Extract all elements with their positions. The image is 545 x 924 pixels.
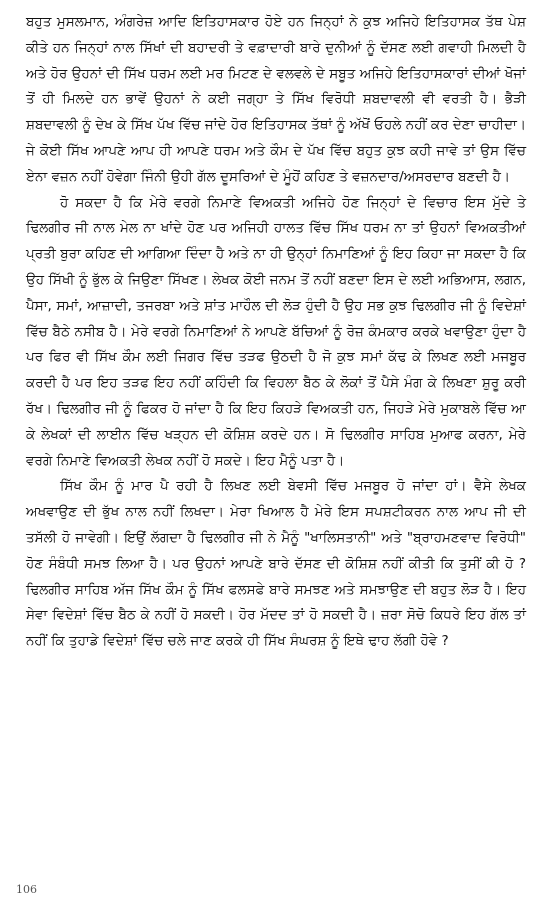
- paragraph-3: ਸਿੱਖ ਕੌਮ ਨੂੰ ਮਾਰ ਪੈ ਰਹੀ ਹੈ ਲਿਖਣ ਲਈ ਬੇਵਸੀ ਵਿੱਚ ਮਜਬੂਰ ਹੋ ਜਾਂਦਾ ਹਾਂ। ਵੈਸੇ ਲੇਖਕ ਅਖਵਾਉਣ ਦੀ ਭੁੱਖ ਨਾਲ ਨਹੀਂ ਲਿਖਦਾ। ਮੇਰਾ ਖਿਆਲ ਹੈ ਮੇਰੇ ਇਸ ਸਪਸ਼ਟੀਕਰਨ ਨਾਲ ਆਪ ਜੀ ਦੀ ਤਸੱਲੀ ਹੋ ਜਾਵੇਗੀ। ਇਉਂ ਲੱਗਦਾ ਹੈ ਢਿਲਗੀਰ ਜੀ ਨੇ ਮੈਨੂੰ "ਖਾਲਿਸਤਾਨੀ" ਅਤੇ "ਬ੍ਰਾਹਮਣਵਾਦ ਵਿਰੋਧੀ" ਹੋਣ ਸੰਬੰਧੀ ਸਮਝ ਲਿਆ ਹੈ। ਪਰ ਉਹਨਾਂ ਆਪਣੇ ਬਾਰੇ ਦੱਸਣ ਦੀ ਕੋਸ਼ਿਸ਼ ਨਹੀਂ ਕੀਤੀ ਕਿ ਤੁਸੀਂ ਕੀ ਹੋ ? ਢਿਲਗੀਰ ਸਾਹਿਬ ਅੱਜ ਸਿੱਖ ਕੌਮ ਨੂੰ ਸਿੱਖ ਫਲਸਫੇ ਬਾਰੇ ਸਮਝਣ ਅਤੇ ਸਮਝਾਉਣ ਦੀ ਬਹੁਤ ਲੋੜ ਹੈ। ਇਹ ਸੇਵਾ ਵਿਦੇਸ਼ਾਂ ਵਿੱਚ ਬੈਠ ਕੇ ਨਹੀਂ ਹੋ ਸਕਦੀ। ਹੋਰ ਮੱਦਦ ਤਾਂ ਹੋ ਸਕਦੀ ਹੈ। ਜ਼ਰਾ ਸੋਚੋ ਕਿਧਰੇ ਇਹ ਗੱਲ ਤਾਂ ਨਹੀਂ ਕਿ ਤੁਹਾਡੇ ਵਿਦੇਸ਼ਾਂ ਵਿੱਚ ਚਲੇ ਜਾਣ ਕਰਕੇ ਹੀ ਸਿੱਖ ਸੰਘਰਸ਼ ਨੂੰ ਇਥੇ ਢਾਹ ਲੱਗੀ ਹੋਵੇ ?: [26, 478, 526, 650]
- paragraph-1: ਬਹੁਤ ਮੁਸਲਮਾਨ, ਅੰਗਰੇਜ਼ ਆਦਿ ਇਤਿਹਾਸਕਾਰ ਹੋਏ ਹਨ ਜਿਨ੍ਹਾਂ ਨੇ ਕੁਝ ਅਜਿਹੇ ਇਤਿਹਾਸਕ ਤੱਥ ਪੇਸ਼ ਕੀਤੇ ਹਨ ਜਿਨ੍ਹਾਂ ਨਾਲ ਸਿੱਖਾਂ ਦੀ ਬਹਾਦਰੀ ਤੇ ਵਫ਼ਾਦਾਰੀ ਬਾਰੇ ਦੁਨੀਆਂ ਨੂੰ ਦੱਸਣ ਲਈ ਗਵਾਹੀ ਮਿਲਦੀ ਹੈ ਅਤੇ ਹੋਰ ਉਹਨਾਂ ਦੀ ਸਿੱਖ ਧਰਮ ਲਈ ਮਰ ਮਿਟਣ ਦੇ ਵਲਵਲੇ ਦੇ ਸਬੂਤ ਅਜਿਹੇ ਇਤਿਹਾਸਕਾਰਾਂ ਦੀਆਂ ਖੋਜਾਂ ਤੋਂ ਹੀ ਮਿਲਦੇ ਹਨ ਭਾਵੇਂ ਉਹਨਾਂ ਨੇ ਕਈ ਜਗ੍ਹਾ ਤੇ ਸਿੱਖ ਵਿਰੋਧੀ ਸ਼ਬਦਾਵਲੀ ਵੀ ਵਰਤੀ ਹੈ। ਭੈੜੀ ਸ਼ਬਦਾਵਲੀ ਨੂੰ ਦੇਖ ਕੇ ਸਿੱਖ ਪੱਖ ਵਿੱਚ ਜਾਂਦੇ ਹੋਰ ਇਤਿਹਾਸਕ ਤੱਥਾਂ ਨੂੰ ਅੱਖੋਂ ਓਹਲੇ ਨਹੀਂ ਕਰ ਦੇਣਾ ਚਾਹੀਦਾ। ਜੇ ਕੋਈ ਸਿੱਖ ਆਪਣੇ ਆਪ ਹੀ ਆਪਣੇ ਧਰਮ ਅਤੇ ਕੌਮ ਦੇ ਪੱਖ ਵਿੱਚ ਬਹੁਤ ਕੁਝ ਕਹੀ ਜਾਵੇ ਤਾਂ ਉਸ ਵਿੱਚ ਏਨਾ ਵਜ਼ਨ ਨਹੀਂ ਹੋਵੇਗਾ ਜਿੰਨੀ ਉਹੀ ਗੱਲ ਦੂਸਰਿਆਂ ਦੇ ਮੂੰਹੋਂ ਕਹਿਣ ਤੇ ਵਜ਼ਨਦਾਰ/ਅਸਰਦਾਰ ਬਣਦੀ ਹੈ।: [26, 14, 526, 185]
- paragraph-2: ਹੋ ਸਕਦਾ ਹੈ ਕਿ ਮੇਰੇ ਵਰਗੇ ਨਿਮਾਣੇ ਵਿਅਕਤੀ ਅਜਿਹੇ ਹੋਣ ਜਿਨ੍ਹਾਂ ਦੇ ਵਿਚਾਰ ਇਸ ਮੁੱਦੇ ਤੇ ਢਿਲਗੀਰ ਜੀ ਨਾਲ ਮੇਲ ਨਾ ਖਾਂਦੇ ਹੋਣ ਪਰ ਅਜਿਹੀ ਹਾਲਤ ਵਿੱਚ ਸਿੱਖ ਧਰਮ ਨਾ ਤਾਂ ਉਹਨਾਂ ਵਿਅਕਤੀਆਂ ਪ੍ਰਤੀ ਬੁਰਾ ਕਹਿਣ ਦੀ ਆਗਿਆ ਦਿੰਦਾ ਹੈ ਅਤੇ ਨਾ ਹੀ ਉਨ੍ਹਾਂ ਨਿਮਾਣਿਆਂ ਨੂੰ ਇਹ ਕਿਹਾ ਜਾ ਸਕਦਾ ਹੈ ਕਿ ਉਹ ਸਿੱਖੀ ਨੂੰ ਭੁੱਲ ਕੇ ਜਿਉਣਾ ਸਿੱਖਣ। ਲੇਖਕ ਕੋਈ ਜਨਮ ਤੋਂ ਨਹੀਂ ਬਣਦਾ ਇਸ ਦੇ ਲਈ ਅਭਿਆਸ, ਲਗਨ, ਪੈਸਾ, ਸਮਾਂ, ਆਜ਼ਾਦੀ, ਤਜਰਬਾ ਅਤੇ ਸ਼ਾਂਤ ਮਾਹੌਲ ਦੀ ਲੋੜ ਹੁੰਦੀ ਹੈ ਉਹ ਸਭ ਕੁਝ ਢਿਲਗੀਰ ਜੀ ਨੂੰ ਵਿਦੇਸ਼ਾਂ ਵਿੱਚ ਬੈਠੇ ਨਸੀਬ ਹੈ। ਮੇਰੇ ਵਰਗੇ ਨਿਮਾਣਿਆਂ ਨੇ ਆਪਣੇ ਬੱਚਿਆਂ ਨੂੰ ਰੋਜ਼ ਕੰਮਕਾਰ ਕਰਕੇ ਖਵਾਉਣਾ ਹੁੰਦਾ ਹੈ ਪਰ ਫਿਰ ਵੀ ਸਿੱਖ ਕੌਮ ਲਈ ਜਿਗਰ ਵਿੱਚ ਤੜਫ ਉਠਦੀ ਹੈ ਜੋ ਕੁਝ ਸਮਾਂ ਕੱਢ ਕੇ ਲਿਖਣ ਲਈ ਮਜਬੂਰ ਕਰਦੀ ਹੈ ਪਰ ਇਹ ਤੜਫ ਇਹ ਨਹੀਂ ਕਹਿੰਦੀ ਕਿ ਵਿਹਲਾ ਬੈਠ ਕੇ ਲੋਕਾਂ ਤੋਂ ਪੈਸੇ ਮੰਗ ਕੇ ਲਿਖਣਾ ਸ਼ੁਰੂ ਕਰੀ ਰੱਖ। ਢਿਲਗੀਰ ਜੀ ਨੂੰ ਫਿਕਰ ਹੋ ਜਾਂਦਾ ਹੈ ਕਿ ਇਹ ਕਿਹੜੇ ਵਿਅਕਤੀ ਹਨ, ਜਿਹੜੇ ਮੇਰੇ ਮੁਕਾਬਲੇ ਵਿੱਚ ਆ ਕੇ ਲੇਖਕਾਂ ਦੀ ਲਾਈਨ ਵਿੱਚ ਖੜ੍ਹਨ ਦੀ ਕੋਸ਼ਿਸ਼ ਕਰਦੇ ਹਨ। ਸੋ ਢਿਲਗੀਰ ਸਾਹਿਬ ਮੁਆਫ ਕਰਨਾ, ਮੇਰੇ ਵਰਗੇ ਨਿਮਾਣੇ ਵਿਅਕਤੀ ਲੇਖਕ ਨਹੀਂ ਹੋ ਸਕਦੇ। ਇਹ ਮੈਨੂੰ ਪਤਾ ਹੈ।: [26, 194, 526, 469]
- page-number: 106: [16, 883, 37, 896]
- body-text: [26, 10, 526, 655]
